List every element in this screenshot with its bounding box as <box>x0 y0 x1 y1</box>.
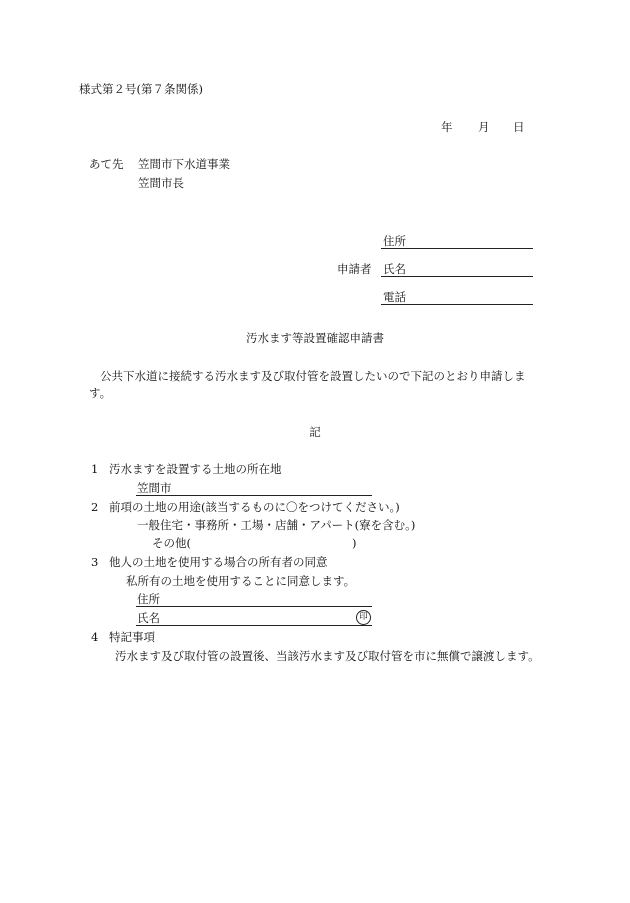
item3-name-label: 氏名 <box>137 611 160 625</box>
intro-line2: す。 <box>89 386 112 400</box>
seal-mark-icon: 印 <box>356 610 371 625</box>
form-number: 様式第２号(第７条関係) <box>79 82 203 96</box>
item2-option-other-close: ) <box>352 536 357 550</box>
applicant-name-label: 氏名 <box>383 262 406 276</box>
item2-option-general[interactable]: 一般住宅・事務所・工場・店舗・アパート(寮を含む。) <box>137 518 416 532</box>
item3-number: 3 <box>91 555 99 569</box>
item4-number: 4 <box>91 630 99 644</box>
date-year: 年 <box>441 120 453 134</box>
item3-name-field[interactable] <box>136 610 372 626</box>
applicant-phone-label: 電話 <box>383 290 406 304</box>
item1-location-field[interactable] <box>136 480 372 496</box>
item1-location-prefix: 笠間市 <box>137 481 172 495</box>
item3-label: 他人の土地を使用する場合の所有者の同意 <box>109 555 328 569</box>
item3-address-field[interactable] <box>136 591 372 607</box>
intro-line1: 公共下水道に接続する汚水ます及び取付管を設置したいので下記のとおり申請しま <box>100 369 526 383</box>
item1-number: 1 <box>91 462 99 476</box>
item2-label: 前項の土地の用途(該当するものに〇をつけてください。) <box>109 500 400 514</box>
date-day: 日 <box>513 120 525 134</box>
item4-text: 汚水ます及び取付管の設置後、当該汚水ます及び取付管を市に無償で譲渡します。 <box>115 649 540 663</box>
item2-number: 2 <box>91 500 99 514</box>
addressee-line1: 笠間市下水道事業 <box>138 157 230 171</box>
item3-address-label: 住所 <box>137 592 160 606</box>
applicant-phone-field[interactable] <box>381 289 533 305</box>
applicant-address-label: 住所 <box>383 234 406 248</box>
addressee-line2: 笠間市長 <box>138 176 184 190</box>
item2-option-other[interactable]: その他( <box>152 536 191 550</box>
applicant-address-field[interactable] <box>381 233 533 249</box>
item3-consent-text: 私所有の土地を使用することに同意します。 <box>126 574 356 588</box>
applicant-name-field[interactable] <box>381 261 533 277</box>
document-title: 汚水ます等設置確認申請書 <box>246 331 384 345</box>
item4-label: 特記事項 <box>109 630 155 644</box>
addressee-label: あて先 <box>89 157 124 171</box>
date-month: 月 <box>478 120 490 134</box>
ki-heading: 記 <box>309 425 321 439</box>
applicant-label: 申請者 <box>337 262 372 276</box>
item1-label: 汚水ますを設置する土地の所在地 <box>109 462 282 476</box>
